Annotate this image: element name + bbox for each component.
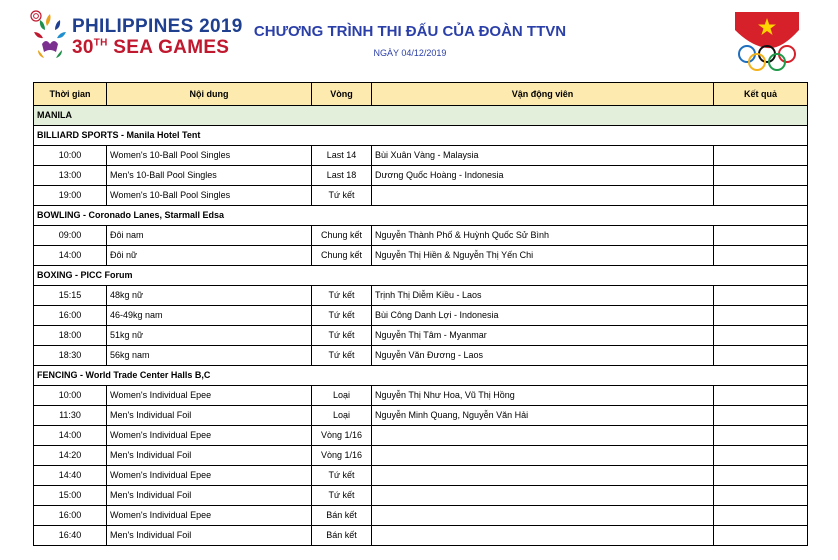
cell-round: Loại xyxy=(312,406,372,426)
sport-row xyxy=(34,366,808,386)
cell-time: 15:00 xyxy=(34,486,107,506)
table-row xyxy=(34,306,808,326)
cell-event: Men's Individual Foil xyxy=(107,526,312,546)
cell-time: 10:00 xyxy=(34,386,107,406)
cell-result xyxy=(714,286,808,306)
cell-event: Women's 10-Ball Pool Singles xyxy=(107,146,312,166)
vietnam-olympic-logo xyxy=(731,10,803,72)
table-row xyxy=(34,466,808,486)
cell-athletes: Dương Quốc Hoàng - Indonesia xyxy=(372,166,714,186)
cell-result xyxy=(714,446,808,466)
table-row xyxy=(34,286,808,306)
cell-event: Women's Individual Epee xyxy=(107,506,312,526)
cell-time: 09:00 xyxy=(34,226,107,246)
cell-time: 14:20 xyxy=(34,446,107,466)
sea-games-ring-icon xyxy=(30,10,42,22)
cell-time: 19:00 xyxy=(34,186,107,206)
cell-athletes: Nguyễn Minh Quang, Nguyễn Văn Hải xyxy=(372,406,714,426)
cell-event: Đôi nam xyxy=(107,226,312,246)
cell-round: Tứ kết xyxy=(312,306,372,326)
cell-result xyxy=(714,466,808,486)
cell-event: Men's 10-Ball Pool Singles xyxy=(107,166,312,186)
cell-round: Last 18 xyxy=(312,166,372,186)
table-header-row xyxy=(34,83,808,106)
cell-time: 18:30 xyxy=(34,346,107,366)
cell-athletes xyxy=(372,486,714,506)
sport-name: BILLIARD SPORTS - Manila Hotel Tent xyxy=(34,126,808,146)
table-row xyxy=(34,526,808,546)
cell-result xyxy=(714,526,808,546)
cell-athletes xyxy=(372,466,714,486)
sport-row xyxy=(34,266,808,286)
cell-time: 14:40 xyxy=(34,466,107,486)
sport-name: BOXING - PICC Forum xyxy=(34,266,808,286)
cell-time: 10:00 xyxy=(34,146,107,166)
cell-time: 15:15 xyxy=(34,286,107,306)
table-row xyxy=(34,346,808,366)
games-logo-ordinal: TH xyxy=(93,37,108,49)
cell-event: Men's Individual Foil xyxy=(107,486,312,506)
cell-athletes: Nguyễn Thị Hiền & Nguyễn Thị Yến Chi xyxy=(372,246,714,266)
sport-row xyxy=(34,206,808,226)
column-header-time: Thời gian xyxy=(34,83,107,106)
cell-result xyxy=(714,346,808,366)
cell-result xyxy=(714,166,808,186)
table-row xyxy=(34,166,808,186)
cell-event: 51kg nữ xyxy=(107,326,312,346)
cell-round: Bán kết xyxy=(312,506,372,526)
cell-result xyxy=(714,146,808,166)
table-row xyxy=(34,146,808,166)
cell-result xyxy=(714,306,808,326)
table-row xyxy=(34,506,808,526)
cell-athletes xyxy=(372,526,714,546)
table-row xyxy=(34,386,808,406)
cell-round: Last 14 xyxy=(312,146,372,166)
cell-athletes: Nguyễn Thị Như Hoa, Vũ Thị Hồng xyxy=(372,386,714,406)
cell-event: 56kg nam xyxy=(107,346,312,366)
cell-round: Bán kết xyxy=(312,526,372,546)
table-row xyxy=(34,446,808,466)
column-header-result: Kết quả xyxy=(714,83,808,106)
cell-event: Đôi nữ xyxy=(107,246,312,266)
cell-event: Women's Individual Epee xyxy=(107,386,312,406)
cell-time: 14:00 xyxy=(34,246,107,266)
cell-result xyxy=(714,426,808,446)
cell-athletes: Trịnh Thị Diễm Kiều - Laos xyxy=(372,286,714,306)
cell-event: Women's Individual Epee xyxy=(107,466,312,486)
cell-athletes: Nguyễn Thành Phố & Huỳnh Quốc Sử Bình xyxy=(372,226,714,246)
cell-round: Tứ kết xyxy=(312,346,372,366)
cell-athletes xyxy=(372,426,714,446)
cell-event: Women's 10-Ball Pool Singles xyxy=(107,186,312,206)
games-logo-line2 xyxy=(72,37,229,59)
cell-athletes: Bùi Công Danh Lợi - Indonesia xyxy=(372,306,714,326)
cell-athletes: Nguyễn Văn Đương - Laos xyxy=(372,346,714,366)
cell-result xyxy=(714,246,808,266)
cell-athletes: Nguyễn Thị Tâm - Myanmar xyxy=(372,326,714,346)
cell-round: Tứ kết xyxy=(312,326,372,346)
cell-time: 18:00 xyxy=(34,326,107,346)
table-row xyxy=(34,186,808,206)
vietnam-olympic-emblem-icon xyxy=(731,10,803,72)
cell-round: Vòng 1/16 xyxy=(312,446,372,466)
cell-event: 46-49kg nam xyxy=(107,306,312,326)
table-row xyxy=(34,406,808,426)
cell-athletes: Bùi Xuân Vàng - Malaysia xyxy=(372,146,714,166)
table-row xyxy=(34,226,808,246)
cell-time: 13:00 xyxy=(34,166,107,186)
city-row xyxy=(34,106,808,126)
cell-event: 48kg nữ xyxy=(107,286,312,306)
games-logo-name: SEA GAMES xyxy=(113,37,230,58)
cell-event: Men's Individual Foil xyxy=(107,446,312,466)
cell-time: 16:00 xyxy=(34,506,107,526)
cell-round: Vòng 1/16 xyxy=(312,426,372,446)
cell-round: Loại xyxy=(312,386,372,406)
city-name: MANILA xyxy=(34,106,808,126)
cell-round: Tứ kết xyxy=(312,286,372,306)
table-row xyxy=(34,246,808,266)
games-logo-number: 30 xyxy=(72,37,94,58)
column-header-event: Nội dung xyxy=(107,83,312,106)
cell-round: Chung kết xyxy=(312,226,372,246)
page-date: NGÀY 04/12/2019 xyxy=(373,48,447,58)
cell-result xyxy=(714,186,808,206)
sport-row xyxy=(34,126,808,146)
table-row xyxy=(34,326,808,346)
cell-result xyxy=(714,506,808,526)
cell-result xyxy=(714,406,808,426)
column-header-round: Vòng xyxy=(312,83,372,106)
column-header-athletes: Vận động viên xyxy=(372,83,714,106)
games-logo-line1: PHILIPPINES 2019 xyxy=(72,16,243,37)
cell-result xyxy=(714,326,808,346)
cell-time: 14:00 xyxy=(34,426,107,446)
cell-time: 16:40 xyxy=(34,526,107,546)
cell-athletes xyxy=(372,506,714,526)
page-header xyxy=(0,0,838,80)
cell-athletes xyxy=(372,186,714,206)
cell-round: Tứ kết xyxy=(312,486,372,506)
sport-name: BOWLING - Coronado Lanes, Starmall Edsa xyxy=(34,206,808,226)
cell-result xyxy=(714,486,808,506)
cell-time: 16:00 xyxy=(34,306,107,326)
cell-round: Tứ kết xyxy=(312,466,372,486)
page-title: CHƯƠNG TRÌNH THI ĐẤU CỦA ĐOÀN TTVN xyxy=(253,23,567,40)
cell-event: Women's Individual Epee xyxy=(107,426,312,446)
cell-time: 11:30 xyxy=(34,406,107,426)
sea-games-logo xyxy=(30,10,243,62)
cell-event: Men's Individual Foil xyxy=(107,406,312,426)
sport-name: FENCING - World Trade Center Halls B,C xyxy=(34,366,808,386)
cell-athletes xyxy=(372,446,714,466)
table-row xyxy=(34,426,808,446)
schedule-table xyxy=(33,82,808,546)
cell-round: Chung kết xyxy=(312,246,372,266)
cell-round: Tứ kết xyxy=(312,186,372,206)
cell-result xyxy=(714,386,808,406)
table-row xyxy=(34,486,808,506)
cell-result xyxy=(714,226,808,246)
